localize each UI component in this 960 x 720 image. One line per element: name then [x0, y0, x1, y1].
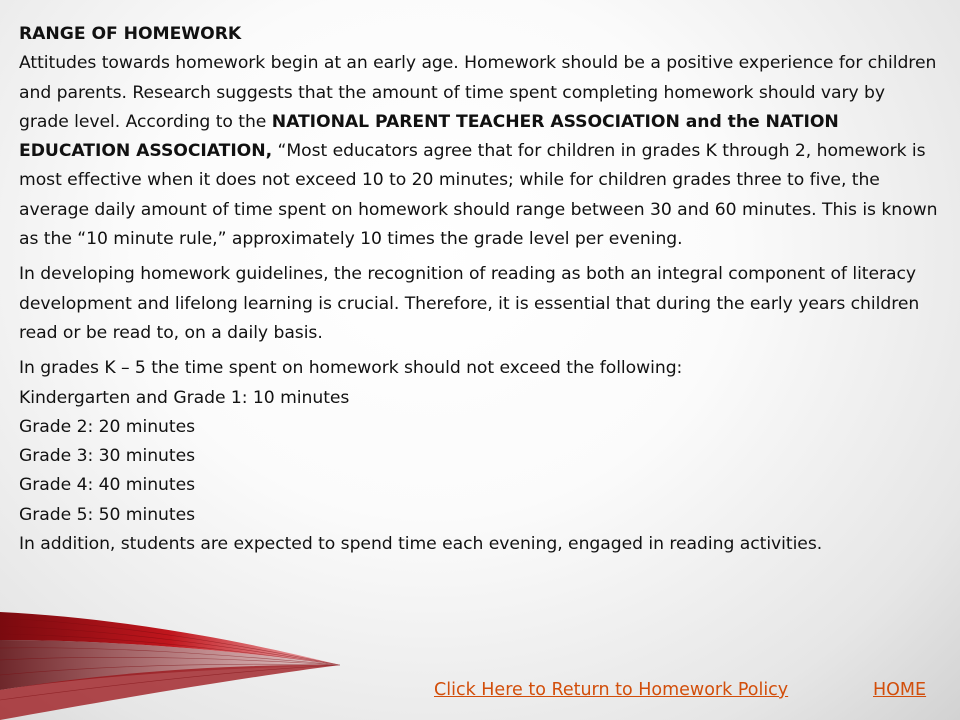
return-to-homework-policy-link[interactable]: Click Here to Return to Homework Policy — [434, 680, 789, 700]
home-link[interactable]: HOME — [873, 680, 927, 700]
homework-range-paragraph — [19, 20, 939, 254]
paragraph1-text-part1: Attitudes towards homework begin at an early age. Homework should be a positive experience for children and parents. Research suggests that the amount of time spent completing homework should vary by grade level. According to the — [19, 53, 937, 132]
and-connector: and the — [679, 111, 766, 132]
organization-name-nea: NATION EDUCATION ASSOCIATION, — [19, 111, 839, 162]
grade-limit-item: Grade 5: 50 minutes — [19, 504, 196, 525]
reading-guidelines-paragraph: In developing homework guidelines, the recognition of reading as both an integral component of literacy development and lifelong learning is crucial. Therefore, it is essential that during the early years children read or be read to, on a daily basis. — [19, 264, 920, 343]
grade-limits-intro: In grades K – 5 the time spent on homework should not exceed the following: — [19, 358, 683, 379]
footer-links — [0, 680, 960, 706]
grade-time-limits — [19, 354, 939, 559]
reading-expectation-text: In addition, students are expected to spend time each evening, engaged in reading activities. — [19, 534, 823, 555]
main-content — [19, 20, 939, 559]
section-heading: RANGE OF HOMEWORK — [19, 24, 242, 44]
paragraph1-text-part2: “Most educators agree that for children in grades K through 2, homework is most effective when it does not exceed 10 to 20 minutes; while for children grades three to five, the average daily amount of time spent on homework should range between 30 and 60 minutes. This is known as the “10 minute rule,” approximately 10 times the grade level per evening. — [19, 141, 938, 250]
grade-limit-item: Grade 3: 30 minutes — [19, 446, 196, 467]
organization-name-pta: NATIONAL PARENT TEACHER ASSOCIATION — [271, 111, 680, 132]
grade-limit-item: Grade 2: 20 minutes — [19, 416, 196, 437]
grade-limit-item: Kindergarten and Grade 1: 10 minutes — [19, 387, 350, 408]
grade-limit-item: Grade 4: 40 minutes — [19, 475, 196, 496]
